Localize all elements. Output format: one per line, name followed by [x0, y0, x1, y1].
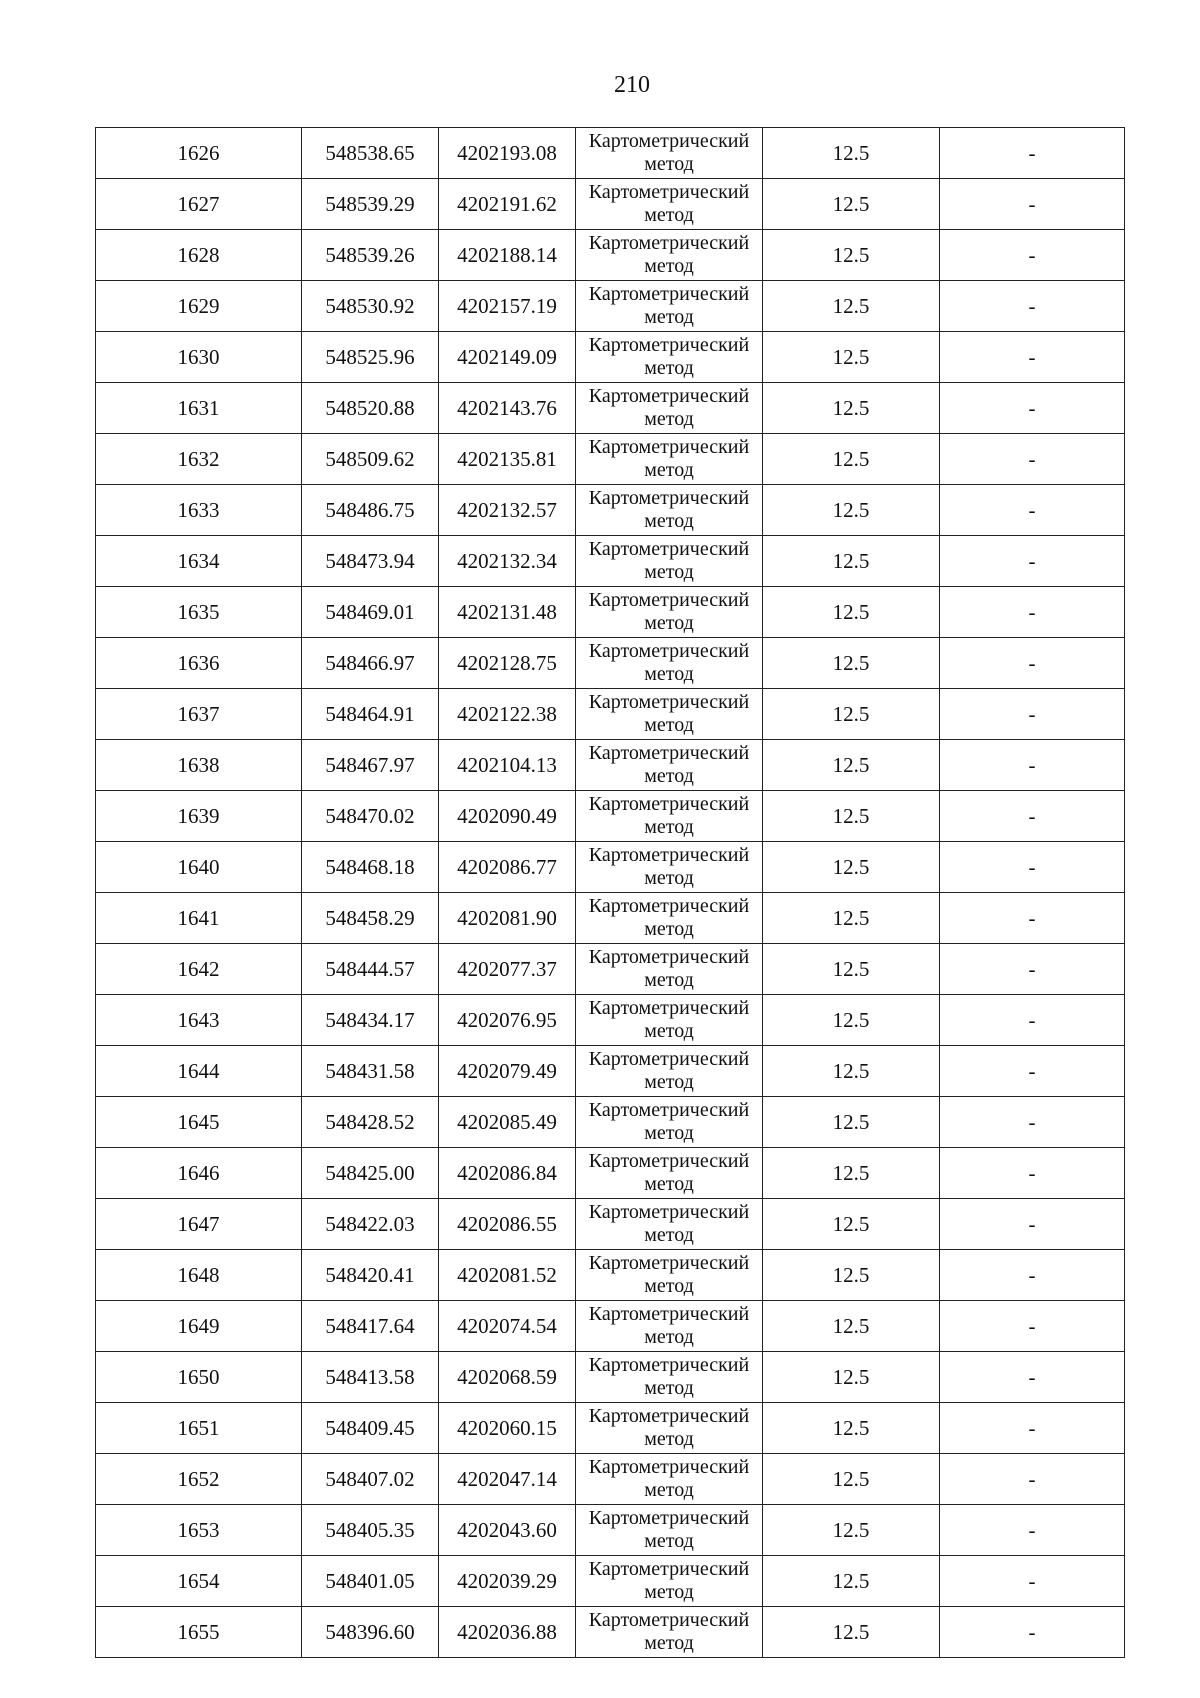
y-coordinate-cell: 4202081.52 [439, 1250, 576, 1301]
accuracy-cell: 12.5 [763, 842, 940, 893]
accuracy-cell: 12.5 [763, 1352, 940, 1403]
table-row [96, 1199, 1125, 1250]
y-coordinate-cell: 4202086.84 [439, 1148, 576, 1199]
table-row [96, 230, 1125, 281]
method-line-2: метод [644, 969, 694, 991]
point-number-cell: 1646 [96, 1148, 302, 1199]
accuracy-cell: 12.5 [763, 1046, 940, 1097]
y-coordinate-cell: 4202149.09 [439, 332, 576, 383]
method-cell [576, 1454, 763, 1505]
accuracy-cell: 12.5 [763, 638, 940, 689]
method-line-1: Картометрический [588, 1405, 750, 1427]
accuracy-cell: 12.5 [763, 128, 940, 179]
y-coordinate-cell: 4202104.13 [439, 740, 576, 791]
method-cell [576, 1505, 763, 1556]
x-coordinate-cell: 548473.94 [302, 536, 439, 587]
note-cell: - [940, 1097, 1125, 1148]
x-coordinate-cell: 548468.18 [302, 842, 439, 893]
method-cell [576, 689, 763, 740]
method-line-1: Картометрический [588, 487, 750, 509]
accuracy-cell: 12.5 [763, 230, 940, 281]
note-cell: - [940, 179, 1125, 230]
y-coordinate-cell: 4202132.34 [439, 536, 576, 587]
point-number-cell: 1638 [96, 740, 302, 791]
point-number-cell: 1628 [96, 230, 302, 281]
method-cell [576, 1097, 763, 1148]
table-row [96, 179, 1125, 230]
method-line-1: Картометрический [588, 1150, 750, 1172]
table-row [96, 587, 1125, 638]
accuracy-cell: 12.5 [763, 1607, 940, 1658]
method-line-1: Картометрический [588, 844, 750, 866]
method-line-2: метод [644, 1581, 694, 1603]
x-coordinate-cell: 548458.29 [302, 893, 439, 944]
method-line-2: метод [644, 612, 694, 634]
accuracy-cell: 12.5 [763, 536, 940, 587]
method-line-2: метод [644, 1020, 694, 1042]
method-line-2: метод [644, 918, 694, 940]
method-line-2: метод [644, 663, 694, 685]
method-line-1: Картометрический [588, 895, 750, 917]
x-coordinate-cell: 548538.65 [302, 128, 439, 179]
x-coordinate-cell: 548413.58 [302, 1352, 439, 1403]
note-cell: - [940, 1199, 1125, 1250]
coordinates-table-body [96, 128, 1125, 1658]
method-cell [576, 332, 763, 383]
y-coordinate-cell: 4202079.49 [439, 1046, 576, 1097]
table-row [96, 740, 1125, 791]
method-cell [576, 281, 763, 332]
method-line-1: Картометрический [588, 334, 750, 356]
note-cell: - [940, 383, 1125, 434]
x-coordinate-cell: 548464.91 [302, 689, 439, 740]
point-number-cell: 1648 [96, 1250, 302, 1301]
accuracy-cell: 12.5 [763, 740, 940, 791]
method-line-1: Картометрический [588, 283, 750, 305]
y-coordinate-cell: 4202086.77 [439, 842, 576, 893]
note-cell: - [940, 1250, 1125, 1301]
point-number-cell: 1645 [96, 1097, 302, 1148]
table-row [96, 281, 1125, 332]
accuracy-cell: 12.5 [763, 1403, 940, 1454]
x-coordinate-cell: 548407.02 [302, 1454, 439, 1505]
table-row [96, 1454, 1125, 1505]
note-cell: - [940, 995, 1125, 1046]
y-coordinate-cell: 4202060.15 [439, 1403, 576, 1454]
x-coordinate-cell: 548530.92 [302, 281, 439, 332]
method-cell [576, 1199, 763, 1250]
method-line-1: Картометрический [588, 691, 750, 713]
method-line-2: метод [644, 714, 694, 736]
x-coordinate-cell: 548431.58 [302, 1046, 439, 1097]
accuracy-cell: 12.5 [763, 1505, 940, 1556]
method-line-1: Картометрический [588, 538, 750, 560]
point-number-cell: 1655 [96, 1607, 302, 1658]
point-number-cell: 1632 [96, 434, 302, 485]
method-line-2: метод [644, 561, 694, 583]
x-coordinate-cell: 548470.02 [302, 791, 439, 842]
y-coordinate-cell: 4202132.57 [439, 485, 576, 536]
method-line-1: Картометрический [588, 946, 750, 968]
note-cell: - [940, 536, 1125, 587]
y-coordinate-cell: 4202068.59 [439, 1352, 576, 1403]
point-number-cell: 1636 [96, 638, 302, 689]
note-cell: - [940, 1403, 1125, 1454]
table-row [96, 944, 1125, 995]
accuracy-cell: 12.5 [763, 485, 940, 536]
note-cell: - [940, 1301, 1125, 1352]
point-number-cell: 1627 [96, 179, 302, 230]
table-row [96, 1505, 1125, 1556]
note-cell: - [940, 434, 1125, 485]
accuracy-cell: 12.5 [763, 434, 940, 485]
y-coordinate-cell: 4202131.48 [439, 587, 576, 638]
method-cell [576, 740, 763, 791]
method-line-2: метод [644, 1632, 694, 1654]
point-number-cell: 1654 [96, 1556, 302, 1607]
method-line-1: Картометрический [588, 232, 750, 254]
table-row [96, 1556, 1125, 1607]
accuracy-cell: 12.5 [763, 1250, 940, 1301]
method-cell [576, 485, 763, 536]
point-number-cell: 1630 [96, 332, 302, 383]
method-line-1: Картометрический [588, 1456, 750, 1478]
y-coordinate-cell: 4202077.37 [439, 944, 576, 995]
table-row [96, 893, 1125, 944]
x-coordinate-cell: 548466.97 [302, 638, 439, 689]
method-line-2: метод [644, 153, 694, 175]
accuracy-cell: 12.5 [763, 1148, 940, 1199]
point-number-cell: 1637 [96, 689, 302, 740]
method-line-2: метод [644, 1530, 694, 1552]
table-row [96, 995, 1125, 1046]
x-coordinate-cell: 548469.01 [302, 587, 439, 638]
note-cell: - [940, 587, 1125, 638]
method-line-2: метод [644, 1071, 694, 1093]
x-coordinate-cell: 548425.00 [302, 1148, 439, 1199]
y-coordinate-cell: 4202135.81 [439, 434, 576, 485]
x-coordinate-cell: 548396.60 [302, 1607, 439, 1658]
point-number-cell: 1635 [96, 587, 302, 638]
table-row [96, 536, 1125, 587]
method-line-1: Картометрический [588, 385, 750, 407]
point-number-cell: 1633 [96, 485, 302, 536]
method-line-1: Картометрический [588, 742, 750, 764]
method-cell [576, 842, 763, 893]
y-coordinate-cell: 4202193.08 [439, 128, 576, 179]
point-number-cell: 1649 [96, 1301, 302, 1352]
accuracy-cell: 12.5 [763, 1097, 940, 1148]
method-line-2: метод [644, 1173, 694, 1195]
note-cell: - [940, 842, 1125, 893]
note-cell: - [940, 689, 1125, 740]
method-line-2: метод [644, 357, 694, 379]
table-row [96, 1046, 1125, 1097]
method-line-1: Картометрический [588, 997, 750, 1019]
note-cell: - [940, 1352, 1125, 1403]
table-row [96, 1250, 1125, 1301]
note-cell: - [940, 1556, 1125, 1607]
note-cell: - [940, 485, 1125, 536]
x-coordinate-cell: 548434.17 [302, 995, 439, 1046]
y-coordinate-cell: 4202081.90 [439, 893, 576, 944]
method-line-2: метод [644, 1479, 694, 1501]
method-line-1: Картометрический [588, 793, 750, 815]
note-cell: - [940, 128, 1125, 179]
x-coordinate-cell: 548417.64 [302, 1301, 439, 1352]
method-cell [576, 128, 763, 179]
method-cell [576, 1301, 763, 1352]
x-coordinate-cell: 548509.62 [302, 434, 439, 485]
method-cell [576, 179, 763, 230]
point-number-cell: 1652 [96, 1454, 302, 1505]
accuracy-cell: 12.5 [763, 689, 940, 740]
accuracy-cell: 12.5 [763, 281, 940, 332]
method-line-1: Картометрический [588, 130, 750, 152]
point-number-cell: 1642 [96, 944, 302, 995]
method-line-2: метод [644, 1224, 694, 1246]
method-line-1: Картометрический [588, 1099, 750, 1121]
note-cell: - [940, 944, 1125, 995]
method-line-2: метод [644, 1428, 694, 1450]
x-coordinate-cell: 548525.96 [302, 332, 439, 383]
y-coordinate-cell: 4202039.29 [439, 1556, 576, 1607]
accuracy-cell: 12.5 [763, 383, 940, 434]
method-cell [576, 1250, 763, 1301]
method-line-2: метод [644, 1122, 694, 1144]
point-number-cell: 1626 [96, 128, 302, 179]
note-cell: - [940, 230, 1125, 281]
note-cell: - [940, 791, 1125, 842]
x-coordinate-cell: 548539.29 [302, 179, 439, 230]
x-coordinate-cell: 548444.57 [302, 944, 439, 995]
method-line-1: Картометрический [588, 1201, 750, 1223]
point-number-cell: 1634 [96, 536, 302, 587]
table-row [96, 1607, 1125, 1658]
note-cell: - [940, 332, 1125, 383]
y-coordinate-cell: 4202090.49 [439, 791, 576, 842]
method-line-2: метод [644, 306, 694, 328]
table-row [96, 1301, 1125, 1352]
method-cell [576, 1352, 763, 1403]
accuracy-cell: 12.5 [763, 1301, 940, 1352]
method-line-1: Картометрический [588, 1609, 750, 1631]
method-line-2: метод [644, 408, 694, 430]
table-row [96, 434, 1125, 485]
method-cell [576, 1046, 763, 1097]
table-row [96, 689, 1125, 740]
method-cell [576, 995, 763, 1046]
y-coordinate-cell: 4202086.55 [439, 1199, 576, 1250]
page-number: 210 [614, 72, 650, 98]
y-coordinate-cell: 4202043.60 [439, 1505, 576, 1556]
method-cell [576, 1556, 763, 1607]
note-cell: - [940, 281, 1125, 332]
accuracy-cell: 12.5 [763, 587, 940, 638]
table-row [96, 842, 1125, 893]
method-cell [576, 536, 763, 587]
y-coordinate-cell: 4202036.88 [439, 1607, 576, 1658]
x-coordinate-cell: 548539.26 [302, 230, 439, 281]
table-row [96, 791, 1125, 842]
accuracy-cell: 12.5 [763, 995, 940, 1046]
method-cell [576, 893, 763, 944]
accuracy-cell: 12.5 [763, 1454, 940, 1505]
method-line-1: Картометрический [588, 181, 750, 203]
point-number-cell: 1639 [96, 791, 302, 842]
note-cell: - [940, 893, 1125, 944]
point-number-cell: 1629 [96, 281, 302, 332]
x-coordinate-cell: 548409.45 [302, 1403, 439, 1454]
note-cell: - [940, 1454, 1125, 1505]
y-coordinate-cell: 4202143.76 [439, 383, 576, 434]
accuracy-cell: 12.5 [763, 1199, 940, 1250]
point-number-cell: 1651 [96, 1403, 302, 1454]
accuracy-cell: 12.5 [763, 944, 940, 995]
method-cell [576, 230, 763, 281]
note-cell: - [940, 740, 1125, 791]
note-cell: - [940, 1148, 1125, 1199]
method-line-2: метод [644, 1377, 694, 1399]
point-number-cell: 1640 [96, 842, 302, 893]
accuracy-cell: 12.5 [763, 893, 940, 944]
method-line-2: метод [644, 510, 694, 532]
x-coordinate-cell: 548401.05 [302, 1556, 439, 1607]
point-number-cell: 1641 [96, 893, 302, 944]
accuracy-cell: 12.5 [763, 332, 940, 383]
table-row [96, 1148, 1125, 1199]
point-number-cell: 1631 [96, 383, 302, 434]
table-row [96, 1097, 1125, 1148]
y-coordinate-cell: 4202047.14 [439, 1454, 576, 1505]
method-line-1: Картометрический [588, 589, 750, 611]
y-coordinate-cell: 4202076.95 [439, 995, 576, 1046]
coordinates-table [95, 127, 1125, 1658]
method-cell [576, 944, 763, 995]
table-row [96, 638, 1125, 689]
method-line-2: метод [644, 255, 694, 277]
method-cell [576, 587, 763, 638]
method-line-2: метод [644, 459, 694, 481]
method-line-1: Картометрический [588, 1354, 750, 1376]
method-line-1: Картометрический [588, 1252, 750, 1274]
method-line-2: метод [644, 204, 694, 226]
y-coordinate-cell: 4202074.54 [439, 1301, 576, 1352]
x-coordinate-cell: 548467.97 [302, 740, 439, 791]
method-line-2: метод [644, 1326, 694, 1348]
method-cell [576, 638, 763, 689]
method-cell [576, 791, 763, 842]
y-coordinate-cell: 4202191.62 [439, 179, 576, 230]
method-line-1: Картометрический [588, 1303, 750, 1325]
note-cell: - [940, 1607, 1125, 1658]
x-coordinate-cell: 548486.75 [302, 485, 439, 536]
x-coordinate-cell: 548422.03 [302, 1199, 439, 1250]
x-coordinate-cell: 548405.35 [302, 1505, 439, 1556]
x-coordinate-cell: 548428.52 [302, 1097, 439, 1148]
table-row [96, 1403, 1125, 1454]
method-cell [576, 383, 763, 434]
method-line-1: Картометрический [588, 1558, 750, 1580]
method-cell [576, 1607, 763, 1658]
method-line-1: Картометрический [588, 1048, 750, 1070]
method-line-2: метод [644, 1275, 694, 1297]
y-coordinate-cell: 4202157.19 [439, 281, 576, 332]
y-coordinate-cell: 4202085.49 [439, 1097, 576, 1148]
point-number-cell: 1647 [96, 1199, 302, 1250]
accuracy-cell: 12.5 [763, 179, 940, 230]
method-line-2: метод [644, 765, 694, 787]
table-row [96, 485, 1125, 536]
note-cell: - [940, 1046, 1125, 1097]
method-line-2: метод [644, 816, 694, 838]
table-row [96, 383, 1125, 434]
note-cell: - [940, 638, 1125, 689]
table-row [96, 128, 1125, 179]
point-number-cell: 1643 [96, 995, 302, 1046]
accuracy-cell: 12.5 [763, 1556, 940, 1607]
accuracy-cell: 12.5 [763, 791, 940, 842]
method-cell [576, 1148, 763, 1199]
y-coordinate-cell: 4202128.75 [439, 638, 576, 689]
method-line-1: Картометрический [588, 640, 750, 662]
x-coordinate-cell: 548520.88 [302, 383, 439, 434]
note-cell: - [940, 1505, 1125, 1556]
method-line-1: Картометрический [588, 1507, 750, 1529]
point-number-cell: 1644 [96, 1046, 302, 1097]
method-cell [576, 1403, 763, 1454]
method-cell [576, 434, 763, 485]
point-number-cell: 1650 [96, 1352, 302, 1403]
method-line-1: Картометрический [588, 436, 750, 458]
table-row [96, 1352, 1125, 1403]
y-coordinate-cell: 4202188.14 [439, 230, 576, 281]
method-line-2: метод [644, 867, 694, 889]
point-number-cell: 1653 [96, 1505, 302, 1556]
table-row [96, 332, 1125, 383]
x-coordinate-cell: 548420.41 [302, 1250, 439, 1301]
y-coordinate-cell: 4202122.38 [439, 689, 576, 740]
